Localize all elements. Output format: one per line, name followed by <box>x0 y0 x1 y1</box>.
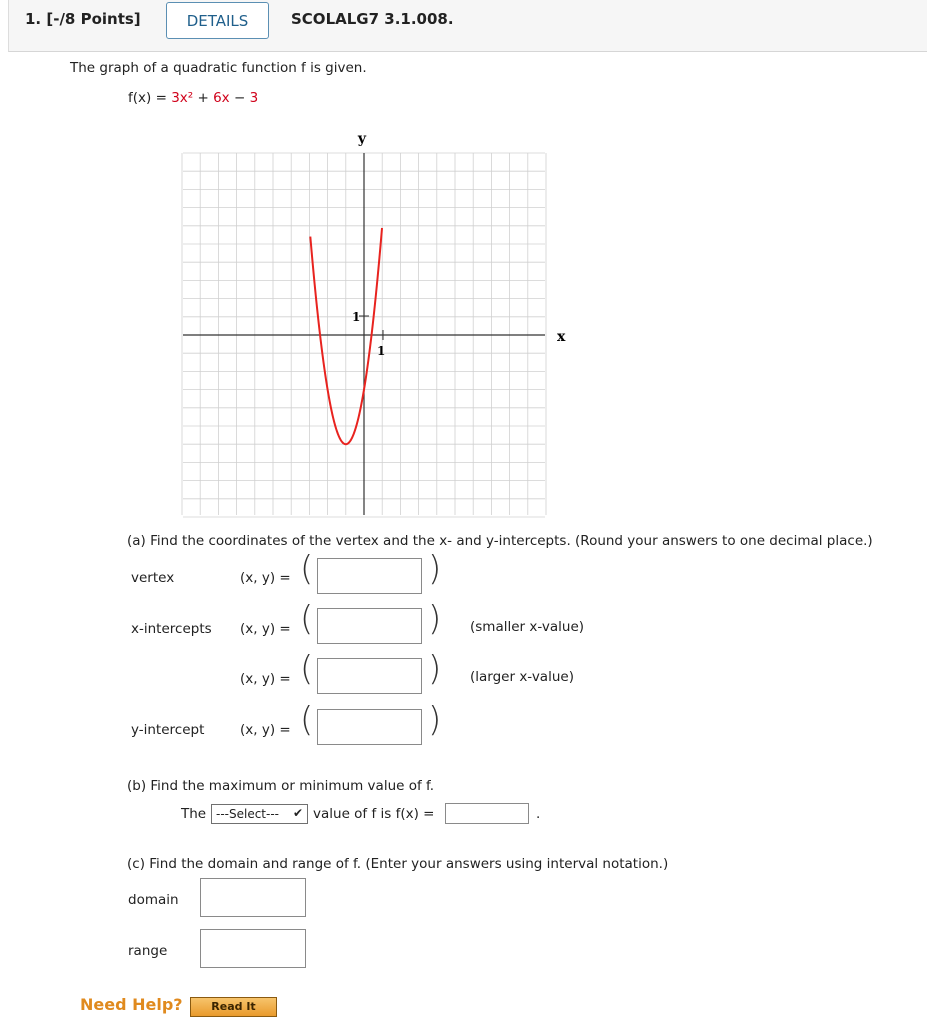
x-intercept-2-eq: (x, y) = <box>240 671 291 687</box>
vertex-input[interactable] <box>317 558 422 594</box>
open-paren: ( <box>300 649 314 689</box>
function-formula <box>128 90 258 106</box>
close-paren: ) <box>428 549 442 589</box>
vertex-label: vertex <box>131 570 175 586</box>
x-axis-label: x <box>557 329 566 345</box>
part-a-prompt: (a) Find the coordinates of the vertex and the x- and y-intercepts. (Round your answers to one decimal place.) <box>127 533 873 549</box>
y-axis-label: y <box>357 131 367 147</box>
y-intercept-input[interactable] <box>317 709 422 745</box>
range-label: range <box>128 943 168 959</box>
x-intercepts-label: x-intercepts <box>131 621 212 637</box>
function-minus: − <box>233 90 246 106</box>
part-b-the: The <box>181 806 207 822</box>
y-intercept-eq: (x, y) = <box>240 722 291 738</box>
select-value: ---Select--- <box>216 807 279 821</box>
x-tick-label: 1 <box>377 344 386 358</box>
smaller-x-note: (smaller x-value) <box>470 619 585 635</box>
chevron-down-icon: ✔ <box>292 806 303 820</box>
read-it-button[interactable]: Read It <box>190 997 277 1017</box>
question-header <box>8 0 927 52</box>
part-c-prompt: (c) Find the domain and range of f. (Enter your answers using interval notation.) <box>127 856 669 872</box>
question-number: 1. [-/8 Points] <box>25 10 141 28</box>
vertex-answer-group <box>300 549 450 596</box>
domain-label: domain <box>128 892 179 908</box>
min-max-value-input[interactable] <box>445 803 529 824</box>
open-paren: ( <box>300 700 314 740</box>
max-min-select[interactable] <box>211 804 308 824</box>
range-input[interactable] <box>200 929 306 968</box>
details-button[interactable]: DETAILS <box>166 2 269 39</box>
function-const: 3 <box>249 90 259 106</box>
x-intercept-smaller-input[interactable] <box>317 608 422 644</box>
x-intercept-1-eq: (x, y) = <box>240 621 291 637</box>
open-paren: ( <box>300 549 314 589</box>
close-paren: ) <box>428 599 442 639</box>
x-intercept-larger-input[interactable] <box>317 658 422 694</box>
x-intercept-2-answer-group <box>300 649 450 696</box>
close-paren: ) <box>428 649 442 689</box>
open-paren: ( <box>300 599 314 639</box>
part-b-middle: value of f is f(x) = <box>313 806 435 822</box>
close-paren: ) <box>428 700 442 740</box>
domain-input[interactable] <box>200 878 306 917</box>
x-intercept-1-answer-group <box>300 599 450 646</box>
y-tick-label: 1 <box>352 310 361 324</box>
part-b-period: . <box>536 806 541 822</box>
function-coef-b: 6x <box>213 90 230 106</box>
intro-text: The graph of a quadratic function f is given. <box>70 60 367 76</box>
function-coef-a: 3x² <box>171 90 194 106</box>
larger-x-note: (larger x-value) <box>470 669 574 685</box>
question-code: SCOLALG7 3.1.008. <box>291 10 454 28</box>
y-intercept-answer-group <box>300 700 450 747</box>
need-help-label: Need Help? <box>80 995 183 1014</box>
quadratic-graph <box>170 125 590 520</box>
y-intercept-label: y-intercept <box>131 722 205 738</box>
part-b-prompt: (b) Find the maximum or minimum value of f. <box>127 778 435 794</box>
function-lhs: f(x) = <box>128 90 167 106</box>
function-plus: + <box>197 90 209 106</box>
vertex-eq: (x, y) = <box>240 570 291 586</box>
